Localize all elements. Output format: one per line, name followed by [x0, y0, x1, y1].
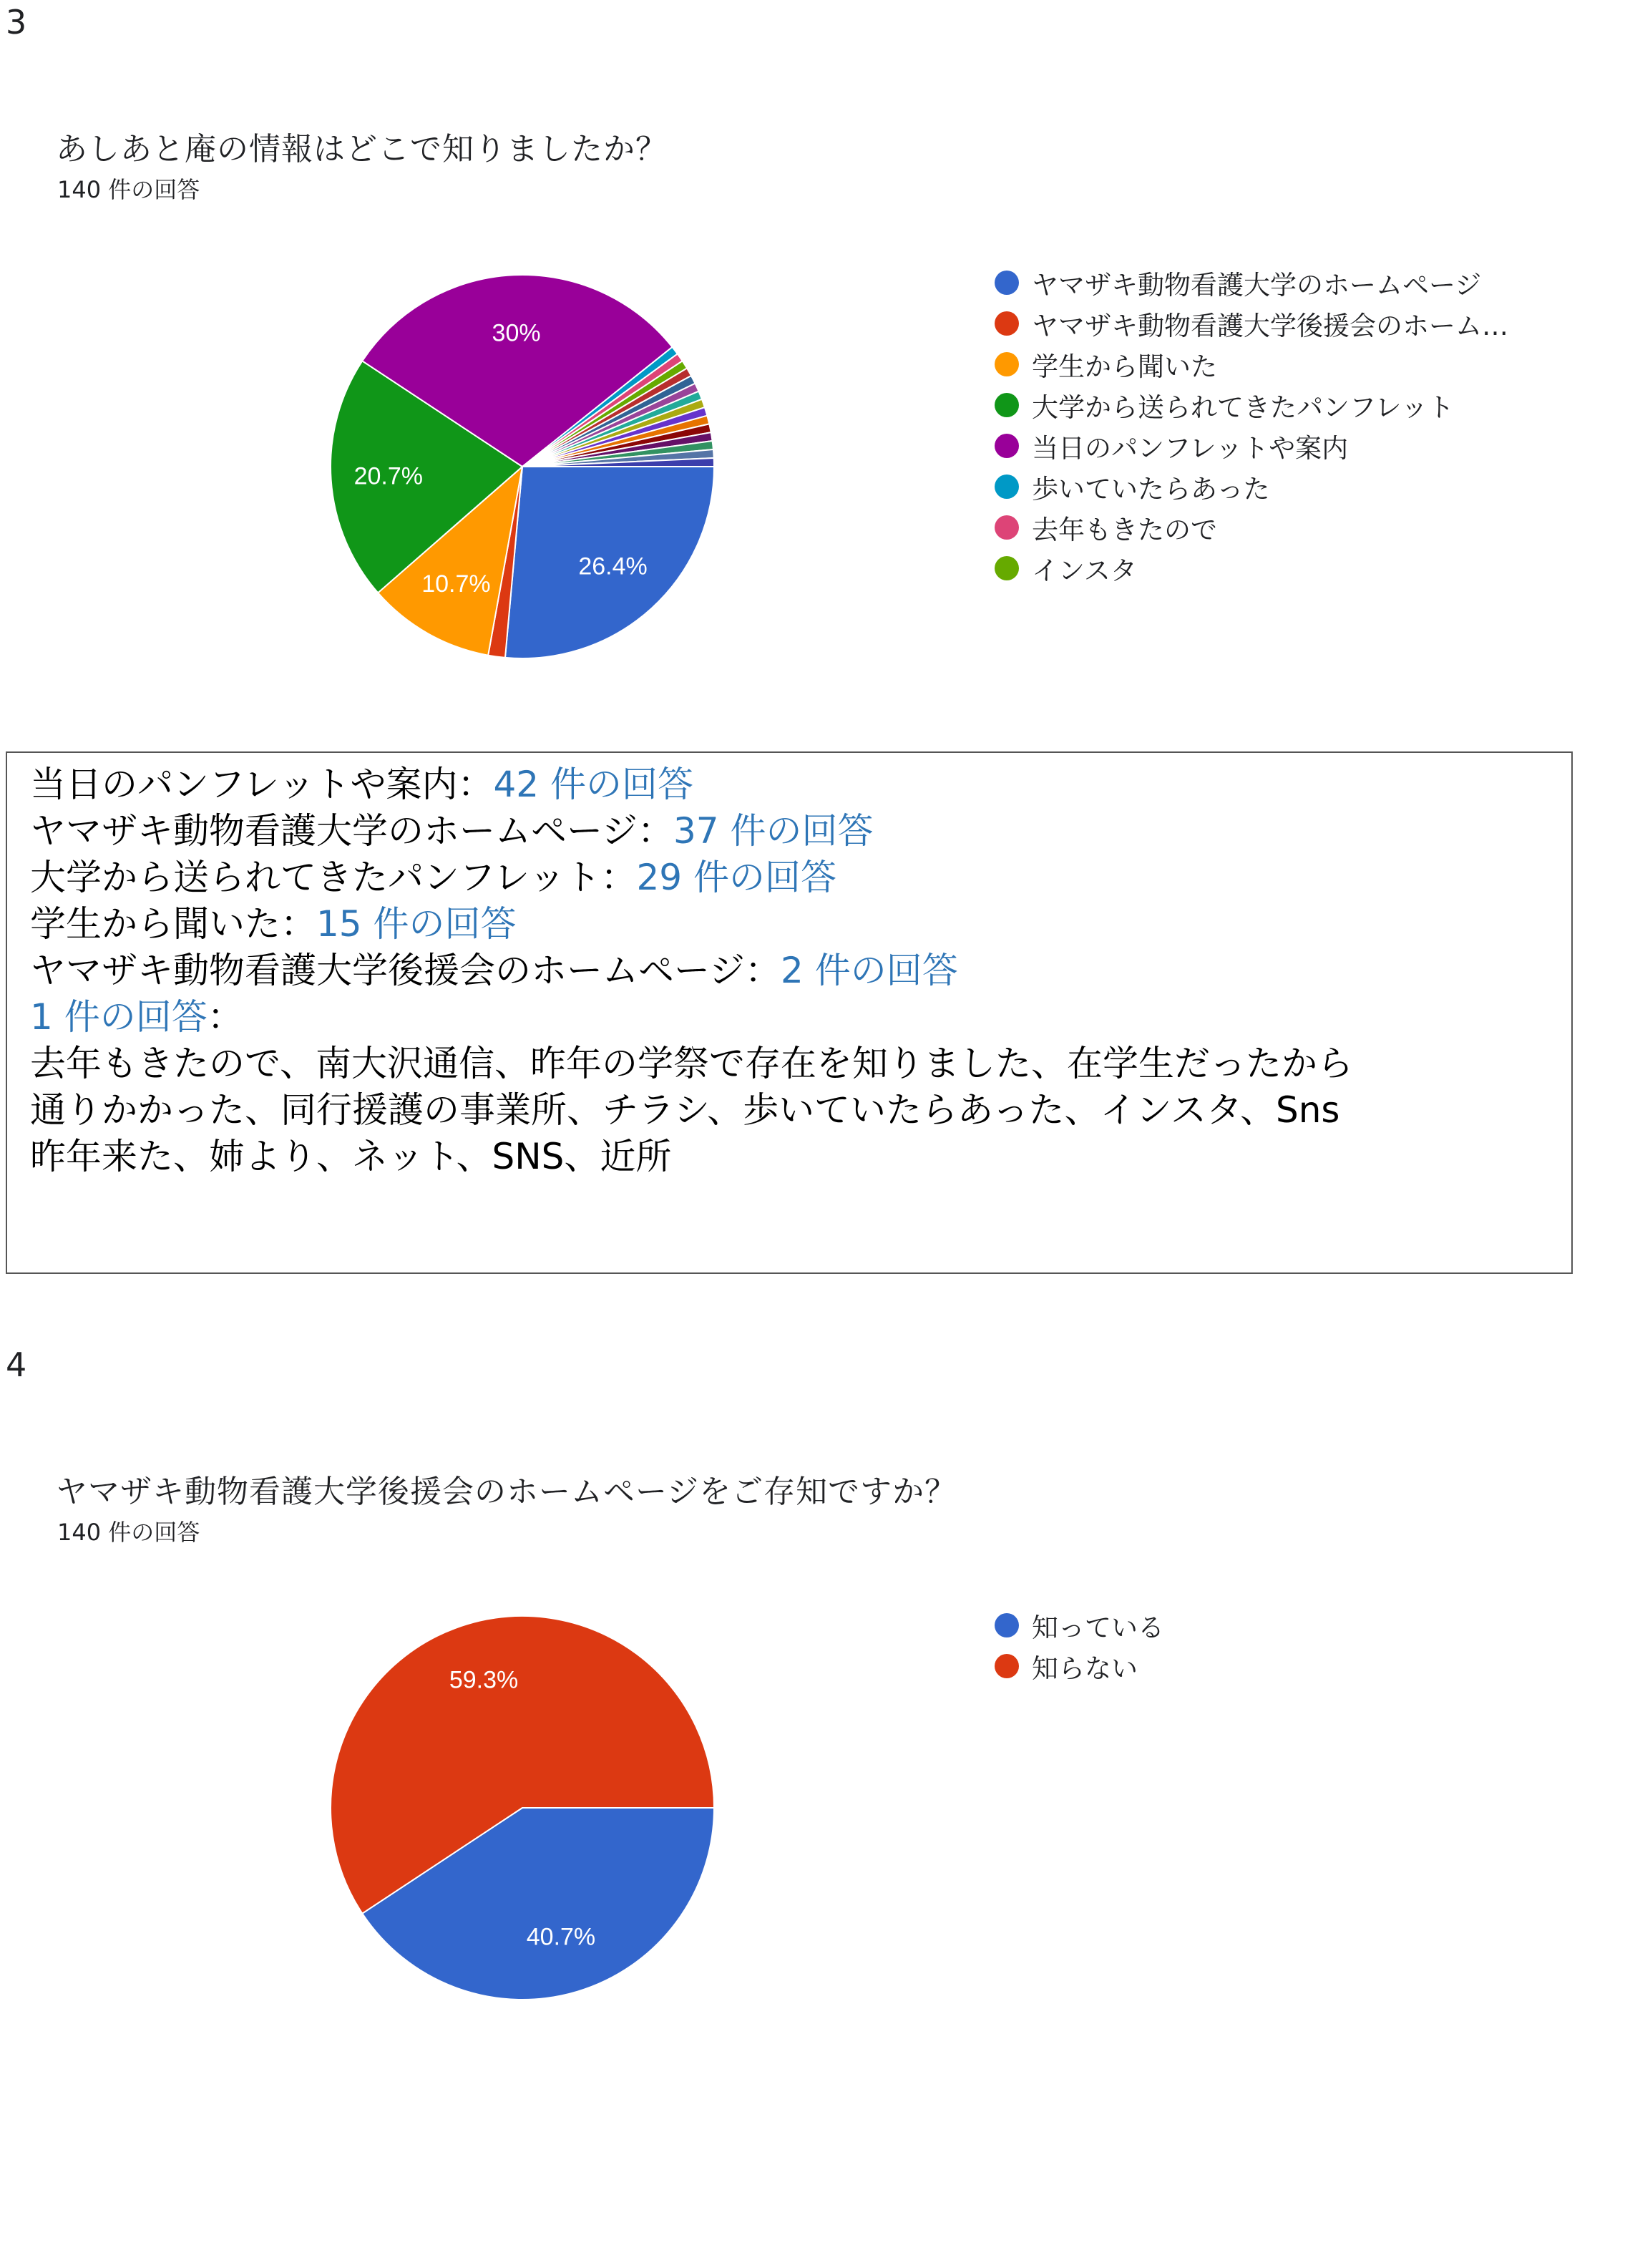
legend-item	[995, 384, 1508, 425]
summary-item-count: 15 件の回答	[316, 903, 517, 945]
legend-swatch-icon	[995, 352, 1019, 376]
summary-single-items: 通りかかった、同行援護の事業所、チラシ、歩いていたらあった、インスタ、Sns	[30, 1089, 1340, 1131]
summary-single-items: 去年もきたので、南大沢通信、昨年の学祭で存在を知りました、在学生だったから	[30, 1043, 1353, 1084]
legend-label: 学生から聞いた	[1032, 351, 1217, 382]
legend-q4	[995, 1605, 1164, 1686]
pie-slice-label: 26.4%	[578, 553, 648, 580]
legend-swatch-icon	[995, 393, 1019, 417]
legend-swatch-icon	[995, 311, 1019, 336]
pie-slice-label: 40.7%	[526, 1923, 596, 1951]
legend-swatch-icon	[995, 271, 1019, 295]
summary-box	[6, 751, 1573, 1274]
response-count: 140 件の回答	[57, 176, 200, 203]
question-title: あしあと庵の情報はどこで知りましたか？	[56, 131, 668, 167]
legend-item	[995, 547, 1508, 588]
legend-label: 大学から送られてきたパンフレット	[1032, 391, 1455, 423]
legend-item	[995, 466, 1508, 507]
legend-swatch-icon	[995, 434, 1019, 458]
legend-swatch-icon	[995, 474, 1019, 499]
pie-slice-label: 20.7%	[353, 462, 424, 490]
summary-item-label: 当日のパンフレットや案内：	[30, 764, 494, 805]
legend-label: ヤマザキ動物看護大学後援会のホーム…	[1032, 310, 1508, 341]
legend-swatch-icon	[995, 515, 1019, 540]
response-count: 140 件の回答	[57, 1519, 200, 1546]
summary-item-label: 大学から送られてきたパンフレット：	[30, 857, 637, 898]
legend-label: 知っている	[1032, 1612, 1164, 1643]
legend-label: 去年もきたので	[1032, 514, 1217, 545]
summary-line	[30, 994, 1353, 1041]
summary-single-items: 昨年来た、姉より、ネット、SNS、近所	[30, 1136, 672, 1177]
summary-item-count: 1 件の回答	[30, 996, 208, 1038]
summary-lines	[30, 761, 1353, 1180]
pie-slice-label: 59.3%	[449, 1666, 519, 1694]
legend-label: 当日のパンフレットや案内	[1032, 432, 1349, 464]
pie-chart-q3	[315, 259, 730, 674]
summary-colon: ：	[207, 996, 243, 1038]
summary-item-count: 2 件の回答	[781, 950, 958, 991]
legend-item	[995, 262, 1508, 303]
pie-chart-q4	[315, 1600, 730, 2015]
pie-slice-label: 10.7%	[421, 570, 491, 598]
legend-q3	[995, 262, 1508, 588]
summary-item-label: 学生から聞いた：	[30, 903, 316, 945]
summary-item-count: 42 件の回答	[493, 764, 694, 805]
summary-line	[30, 948, 1353, 994]
legend-label: 歩いていたらあった	[1032, 473, 1270, 505]
summary-line	[30, 901, 1353, 948]
legend-item	[995, 1605, 1164, 1645]
legend-label: インスタ	[1032, 555, 1137, 586]
summary-item-label: ヤマザキ動物看護大学後援会のホームページ：	[30, 950, 781, 991]
pie-slice-label: 30%	[492, 319, 541, 347]
summary-line	[30, 761, 1353, 808]
summary-item-count: 29 件の回答	[636, 857, 837, 898]
question-number: 3	[6, 3, 27, 42]
question-title: ヤマザキ動物看護大学後援会のホームページをご存知ですか？	[56, 1474, 957, 1510]
summary-line	[30, 808, 1353, 855]
legend-swatch-icon	[995, 1613, 1019, 1637]
legend-swatch-icon	[995, 556, 1019, 580]
legend-label: 知らない	[1032, 1653, 1138, 1684]
legend-item	[995, 303, 1508, 344]
legend-label: ヤマザキ動物看護大学のホームページ	[1032, 269, 1482, 301]
legend-item	[995, 1645, 1164, 1686]
summary-line	[30, 855, 1353, 901]
summary-item-count: 37 件の回答	[673, 810, 874, 852]
legend-item	[995, 507, 1508, 547]
question-number: 4	[6, 1345, 27, 1384]
legend-swatch-icon	[995, 1654, 1019, 1678]
summary-item-label: ヤマザキ動物看護大学のホームページ：	[30, 810, 673, 852]
legend-item	[995, 344, 1508, 384]
legend-item	[995, 425, 1508, 466]
